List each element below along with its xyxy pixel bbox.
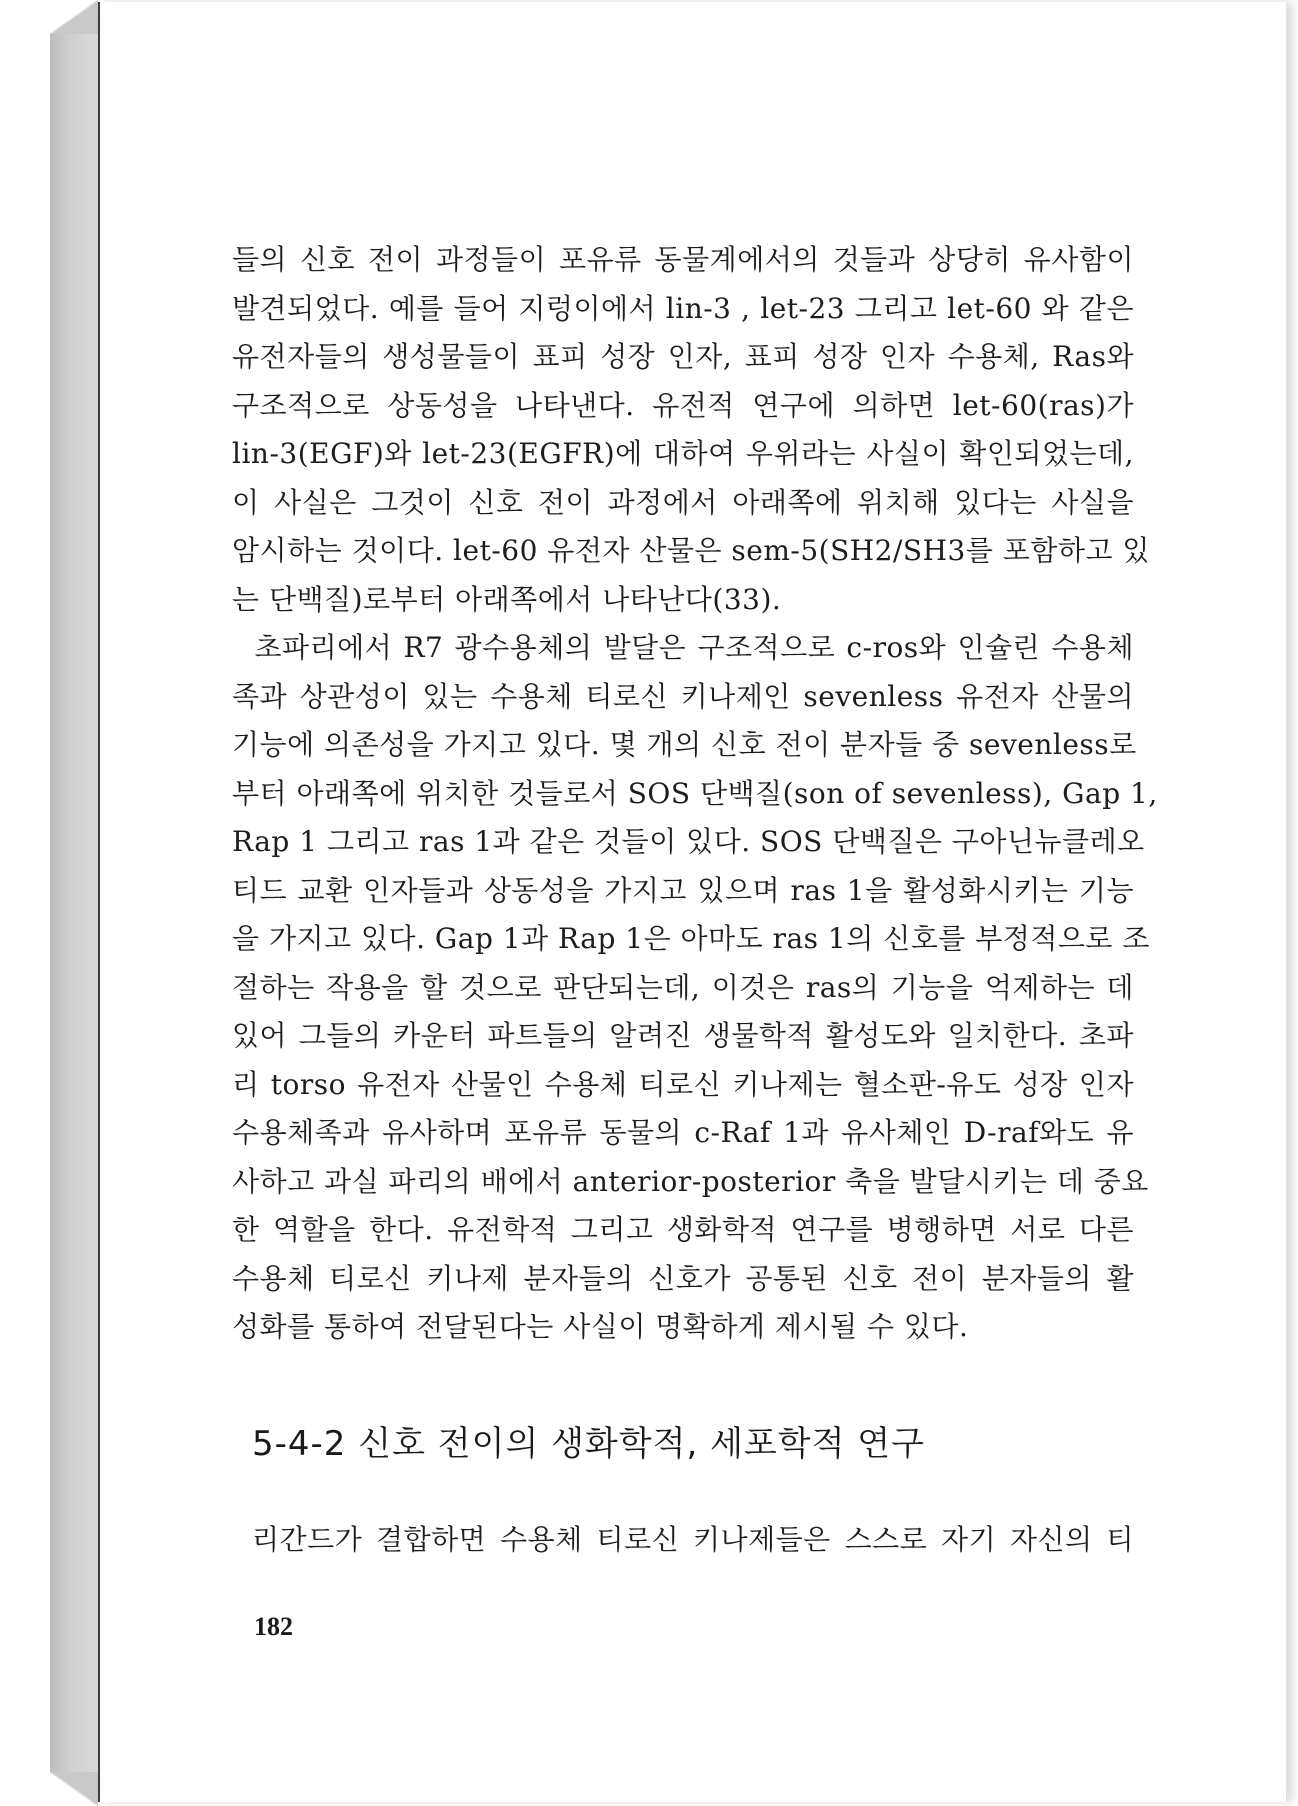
paragraph-2-line: 절하는 작용을 할 것으로 판단되는데, 이것은 ras의 기능을 억제하는 데 bbox=[232, 970, 1134, 1004]
paragraph-1-line: 암시하는 것이다. let-60 유전자 산물은 sem-5(SH2/SH3를 포함하고 있 bbox=[232, 534, 1150, 567]
next-section-line: 리간드가 결합하면 수용체 티로신 키나제들은 스스로 자기 자신의 티 bbox=[252, 1523, 1134, 1556]
paragraph-1-line: 이 사실은 그것이 신호 전이 과정에서 아래쪽에 위치해 있다는 사실을 bbox=[232, 485, 1134, 519]
paragraph-1-line: lin-3(EGF)와 let-23(EGFR)에 대하여 우위라는 사실이 확인되었는데, bbox=[232, 437, 1134, 470]
paragraph-1-line: 들의 신호 전이 과정들이 포유류 동물계에서의 것들과 상당히 유사함이 bbox=[232, 243, 1134, 276]
body-text bbox=[232, 236, 1158, 1352]
paragraph-2-line: 리 torso 유전자 산물인 수용체 티로신 키나제는 혈소판-유도 성장 인자 bbox=[232, 1067, 1134, 1101]
paragraph-2-line: 족과 상관성이 있는 수용체 티로신 키나제인 sevenless 유전자 산물의 bbox=[232, 679, 1134, 713]
book-page-edge bbox=[50, 2, 98, 1802]
paragraph-2-line: 있어 그들의 카운터 파트들의 알려진 생물학적 활성도와 일치한다. 초파 bbox=[232, 1019, 1134, 1052]
paragraph-2-line: 한 역할을 한다. 유전학적 그리고 생화학적 연구를 병행하면 서로 다른 bbox=[232, 1213, 1134, 1246]
paragraph-2-line: 수용체족과 유사하며 포유류 동물의 c-Raf 1과 유사체인 D-raf와도 유 bbox=[232, 1116, 1134, 1149]
paragraph-2-line: 수용체 티로신 키나제 분자들의 신호가 공통된 신호 전이 분자들의 활 bbox=[232, 1261, 1134, 1295]
paragraph-1-line: 는 단백질)로부터 아래쪽에서 나타난다(33). bbox=[232, 582, 782, 616]
paragraph-2-line: 을 가지고 있다. Gap 1과 Rap 1은 아마도 ras 1의 신호를 부정적으로 조 bbox=[232, 922, 1150, 955]
next-section-text bbox=[252, 1516, 1134, 1565]
paragraph-1-line: 구조적으로 상동성을 나타낸다. 유전적 연구에 의하면 let-60(ras)가 bbox=[232, 388, 1134, 422]
paragraph-1-line: 발견되었다. 예를 들어 지렁이에서 lin-3 , let-23 그리고 let-60 와 같은 bbox=[232, 291, 1134, 325]
page-number: 182 bbox=[254, 1612, 293, 1641]
paragraph-2-line: 성화를 통하여 전달된다는 사실이 명확하게 제시될 수 있다. bbox=[232, 1310, 969, 1343]
book-page-edge-bottom bbox=[50, 1772, 98, 1806]
paragraph-2-line: 사하고 과실 파리의 배에서 anterior-posterior 축을 발달시키는 데 중요 bbox=[232, 1164, 1149, 1198]
paragraph-2-line: Rap 1 그리고 ras 1과 같은 것들이 있다. SOS 단백질은 구아닌뉴클레오 bbox=[232, 825, 1145, 858]
section-heading: 5-4-2 신호 전이의 생화학적, 세포학적 연구 bbox=[252, 1424, 925, 1464]
book-page-edge-top bbox=[50, 0, 98, 34]
paragraph-2-line: 기능에 의존성을 가지고 있다. 몇 개의 신호 전이 분자들 중 sevenless로 bbox=[232, 728, 1137, 761]
paragraph-2-line: 부터 아래쪽에 위치한 것들로서 SOS 단백질(son of sevenless), Gap 1, bbox=[232, 776, 1158, 810]
paragraph-1-line: 유전자들의 생성물들이 표피 성장 인자, 표피 성장 인자 수용체, Ras와 bbox=[232, 340, 1134, 373]
paragraph-2-line: 초파리에서 R7 광수용체의 발달은 구조적으로 c-ros와 인슐린 수용체 bbox=[232, 631, 1134, 664]
paragraph-2-line: 티드 교환 인자들과 상동성을 가지고 있으며 ras 1을 활성화시키는 기능 bbox=[232, 873, 1134, 907]
